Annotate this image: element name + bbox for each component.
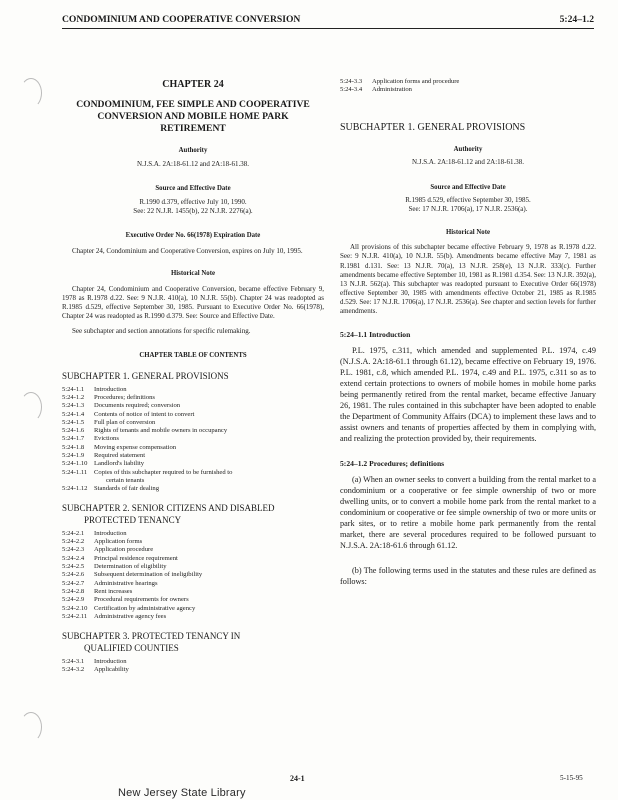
toc-entry: 5:24-2.3 Application procedure xyxy=(62,546,154,554)
library-stamp: New Jersey State Library xyxy=(118,787,246,799)
running-header xyxy=(62,14,594,29)
toc-entry: 5:24-1.2 Procedures; definitions xyxy=(62,393,155,401)
toc-entry: 5:24-1.11 Copies of this subchapter required to be furnished to xyxy=(62,468,233,476)
toc-subchapter-1: SUBCHAPTER 1. GENERAL PROVISIONS xyxy=(62,370,229,381)
toc-entry: 5:24-2.5 Determination of eligibility xyxy=(62,563,167,571)
header-title: CONDOMINIUM AND COOPERATIVE CONVERSION xyxy=(62,14,301,25)
section-heading-1-1: 5:24–1.1 Introduction xyxy=(340,330,411,340)
toc-entry: 5:24-3.2 Applicability xyxy=(62,665,129,673)
exec-order-heading: Executive Order No. 66(1978) Expiration Date xyxy=(125,231,261,239)
source-line: See: 17 N.J.R. 1706(a), 17 N.J.R. 2536(a). xyxy=(408,205,528,214)
revision-date: 5-15-95 xyxy=(560,774,583,782)
toc-list-continued xyxy=(340,78,596,95)
see-annotation-text: See subchapter and section annotations for specific rulemaking. xyxy=(72,327,251,336)
punch-hole-mark xyxy=(20,712,42,742)
punch-hole-mark xyxy=(20,392,42,422)
toc-entry: 5:24-2.11 Administrative agency fees xyxy=(62,612,167,620)
chapter-number: CHAPTER 24 xyxy=(162,79,224,90)
chapter-title-line: RETIREMENT xyxy=(160,122,226,134)
subchapter-1-heading: SUBCHAPTER 1. GENERAL PROVISIONS xyxy=(340,121,526,133)
toc-entry: 5:24-2.9 Procedural requirements for owners xyxy=(62,596,189,604)
authority-heading: Authority xyxy=(453,145,483,153)
toc-list-3 xyxy=(62,658,324,675)
toc-entry: 5:24-2.4 Principal residence requirement xyxy=(62,554,178,562)
section-heading-1-2: 5:24–1.2 Procedures; definitions xyxy=(340,458,445,468)
toc-subchapter-2: SUBCHAPTER 2. SENIOR CITIZENS AND DISABLED PROTECTED TENANCY xyxy=(62,503,275,526)
toc-entry: 5:24-2.10 Certification by administrative agency xyxy=(62,604,196,612)
header-section: 5:24–1.2 xyxy=(559,14,594,25)
section-1-2-paragraph-a: (a) When an owner seeks to convert a building from the rental market to a condominium or a cooperative or fee simple ownership of two or more dwelling units, or to convert a mobile home park from the rental market to a condominium or cooperative or fee simple ownership of two or more units or park sites, or to retire a mobile home park permanently from the rental market, there are several procedures required to be followed pursuant to N.J.S.A. 2A:18-61.6 through 61.12. xyxy=(340,474,596,550)
chapter-title-line: CONDOMINIUM, FEE SIMPLE AND COOPERATIVE xyxy=(76,99,310,110)
page-number: 24-1 xyxy=(290,774,305,783)
toc-entry: 5:24-2.8 Rent increases xyxy=(62,587,133,595)
toc-entry-continuation: certain tenants xyxy=(106,476,145,484)
source-line: See: 22 N.J.R. 1455(b), 22 N.J.R. 2276(a). xyxy=(133,206,253,215)
toc-entry: 5:24-2.1 Introduction xyxy=(62,529,127,537)
chapter-title xyxy=(62,99,324,135)
source-line: R.1985 d.529, effective September 30, 1985. xyxy=(405,196,531,205)
toc-entry: 5:24-1.7 Evictions xyxy=(62,435,119,443)
toc-entry: 5:24-3.1 Introduction xyxy=(62,657,127,665)
section-1-1-text: P.L. 1975, c.311, which amended and supplemented P.L. 1974, c.49 (N.J.S.A. 2A:18-61.1 through 61.12), became effective on February 19, 1976. P.L. 1981, c.8, which amended P.L. 1974, c.49 and P.L. 1975, c.311 so as to extend certain protections to owners of mobile homes in mobile home parks being permanently retired from the rental market, became effective January 26, 1981. The rules contained in this subchapter have been adopted to enable the Department of Community Affairs (DCA) to implement these laws and to assist owners and tenants of properties affected by them in complying with, and realizing the protection provided by, their requirements. xyxy=(340,345,596,443)
toc-entry: 5:24-3.4 Administration xyxy=(340,86,412,94)
toc-entry: 5:24-2.7 Administrative hearings xyxy=(62,579,158,587)
toc-entry: 5:24-1.1 Introduction xyxy=(62,385,127,393)
toc-entry: 5:24-1.9 Required statement xyxy=(62,452,146,459)
toc-entry: 5:24-1.6 Rights of tenants and mobile owners in occupancy xyxy=(62,427,228,435)
chapter-title-line: CONVERSION AND MOBILE HOME PARK xyxy=(97,110,289,122)
authority-heading: Authority xyxy=(178,146,208,154)
toc-entry: 5:24-1.4 Contents of notice of intent to convert xyxy=(62,410,195,418)
historical-note-heading: Historical Note xyxy=(171,269,215,277)
toc-entry: 5:24-1.8 Moving expense compensation xyxy=(62,443,177,451)
right-column xyxy=(340,70,596,588)
source-heading: Source and Effective Date xyxy=(155,184,231,192)
toc-entry: 5:24-3.3 Application forms and procedure xyxy=(340,78,460,85)
historical-note-text: All provisions of this subchapter became effective February 9, 1978 as R.1978 d.22. See: 9 N.J.R. 410(a), 10 N.J.R. 55(b). Amendments became effective May 7, 1981 as R.1981 d.131. See: 13 N.J.R. 70(a), 13 N.J.R. 258(e), 13 N.J.R. 333(c). Further amendments became effective September 10, 1981 as R.1981 d.354. See: 13 N.J.R. 392(a), 13 N.J.R. 562(a). This subchapter was readopted pursuant to Executive Order 66(1978) effective September 30, 1985 with amendments effective October 21, 1985 as R.1985 d.529. See: 17 N.J.R. 1706(a), 17 N.J.R. 2536(a). See chapter and section levels for further amendments. xyxy=(340,243,596,316)
exec-order-text: Chapter 24, Condominium and Cooperative Conversion, expires on July 10, 1995. xyxy=(72,246,303,255)
left-column xyxy=(62,70,324,674)
toc-entry: 5:24-1.5 Full plan of conversion xyxy=(62,418,156,426)
authority-text: N.J.S.A. 2A:18-61.12 and 2A:18-61.38. xyxy=(137,159,249,168)
historical-note-text: Chapter 24, Condominium and Cooperative Conversion, became effective February 9, 1978 as R.1978 d.22. See: 9 N.J.R. 410(a), 10 N.J.R. 55(b). Chapter 24 was readopted as R.1985 d.529, effective September 30, 1985. Pursuant to Executive Order No. 66(1978), Chapter 24 was readopted as R.1990 d.379. See: Source and Effective Date. xyxy=(62,284,324,320)
source-line: R.1990 d.379, effective July 10, 1990. xyxy=(139,197,247,206)
source-text xyxy=(340,196,596,214)
toc-entry: 5:24-1.10 Landlord's liability xyxy=(62,460,145,468)
authority-text: N.J.S.A. 2A:18-61.12 and 2A:18-61.38. xyxy=(412,158,524,167)
toc-list-2 xyxy=(62,530,324,621)
toc-entry: 5:24-2.2 Application forms xyxy=(62,538,143,546)
toc-list-1 xyxy=(62,386,324,494)
source-text xyxy=(62,198,324,216)
historical-note-heading: Historical Note xyxy=(446,228,490,236)
punch-hole-mark xyxy=(20,78,42,108)
toc-heading: CHAPTER TABLE OF CONTENTS xyxy=(139,352,247,360)
toc-entry: 5:24-1.12 Standards of fair dealing xyxy=(62,485,160,493)
toc-subchapter-3: SUBCHAPTER 3. PROTECTED TENANCY IN QUALIFIED COUNTIES xyxy=(62,631,241,653)
source-heading: Source and Effective Date xyxy=(430,183,506,191)
toc-entry: 5:24-1.3 Documents required; conversion xyxy=(62,402,181,410)
section-1-2-paragraph-b: (b) The following terms used in the statutes and these rules are defined as follows: xyxy=(340,565,596,586)
toc-entry: 5:24-2.6 Subsequent determination of ineligibility xyxy=(62,571,203,579)
